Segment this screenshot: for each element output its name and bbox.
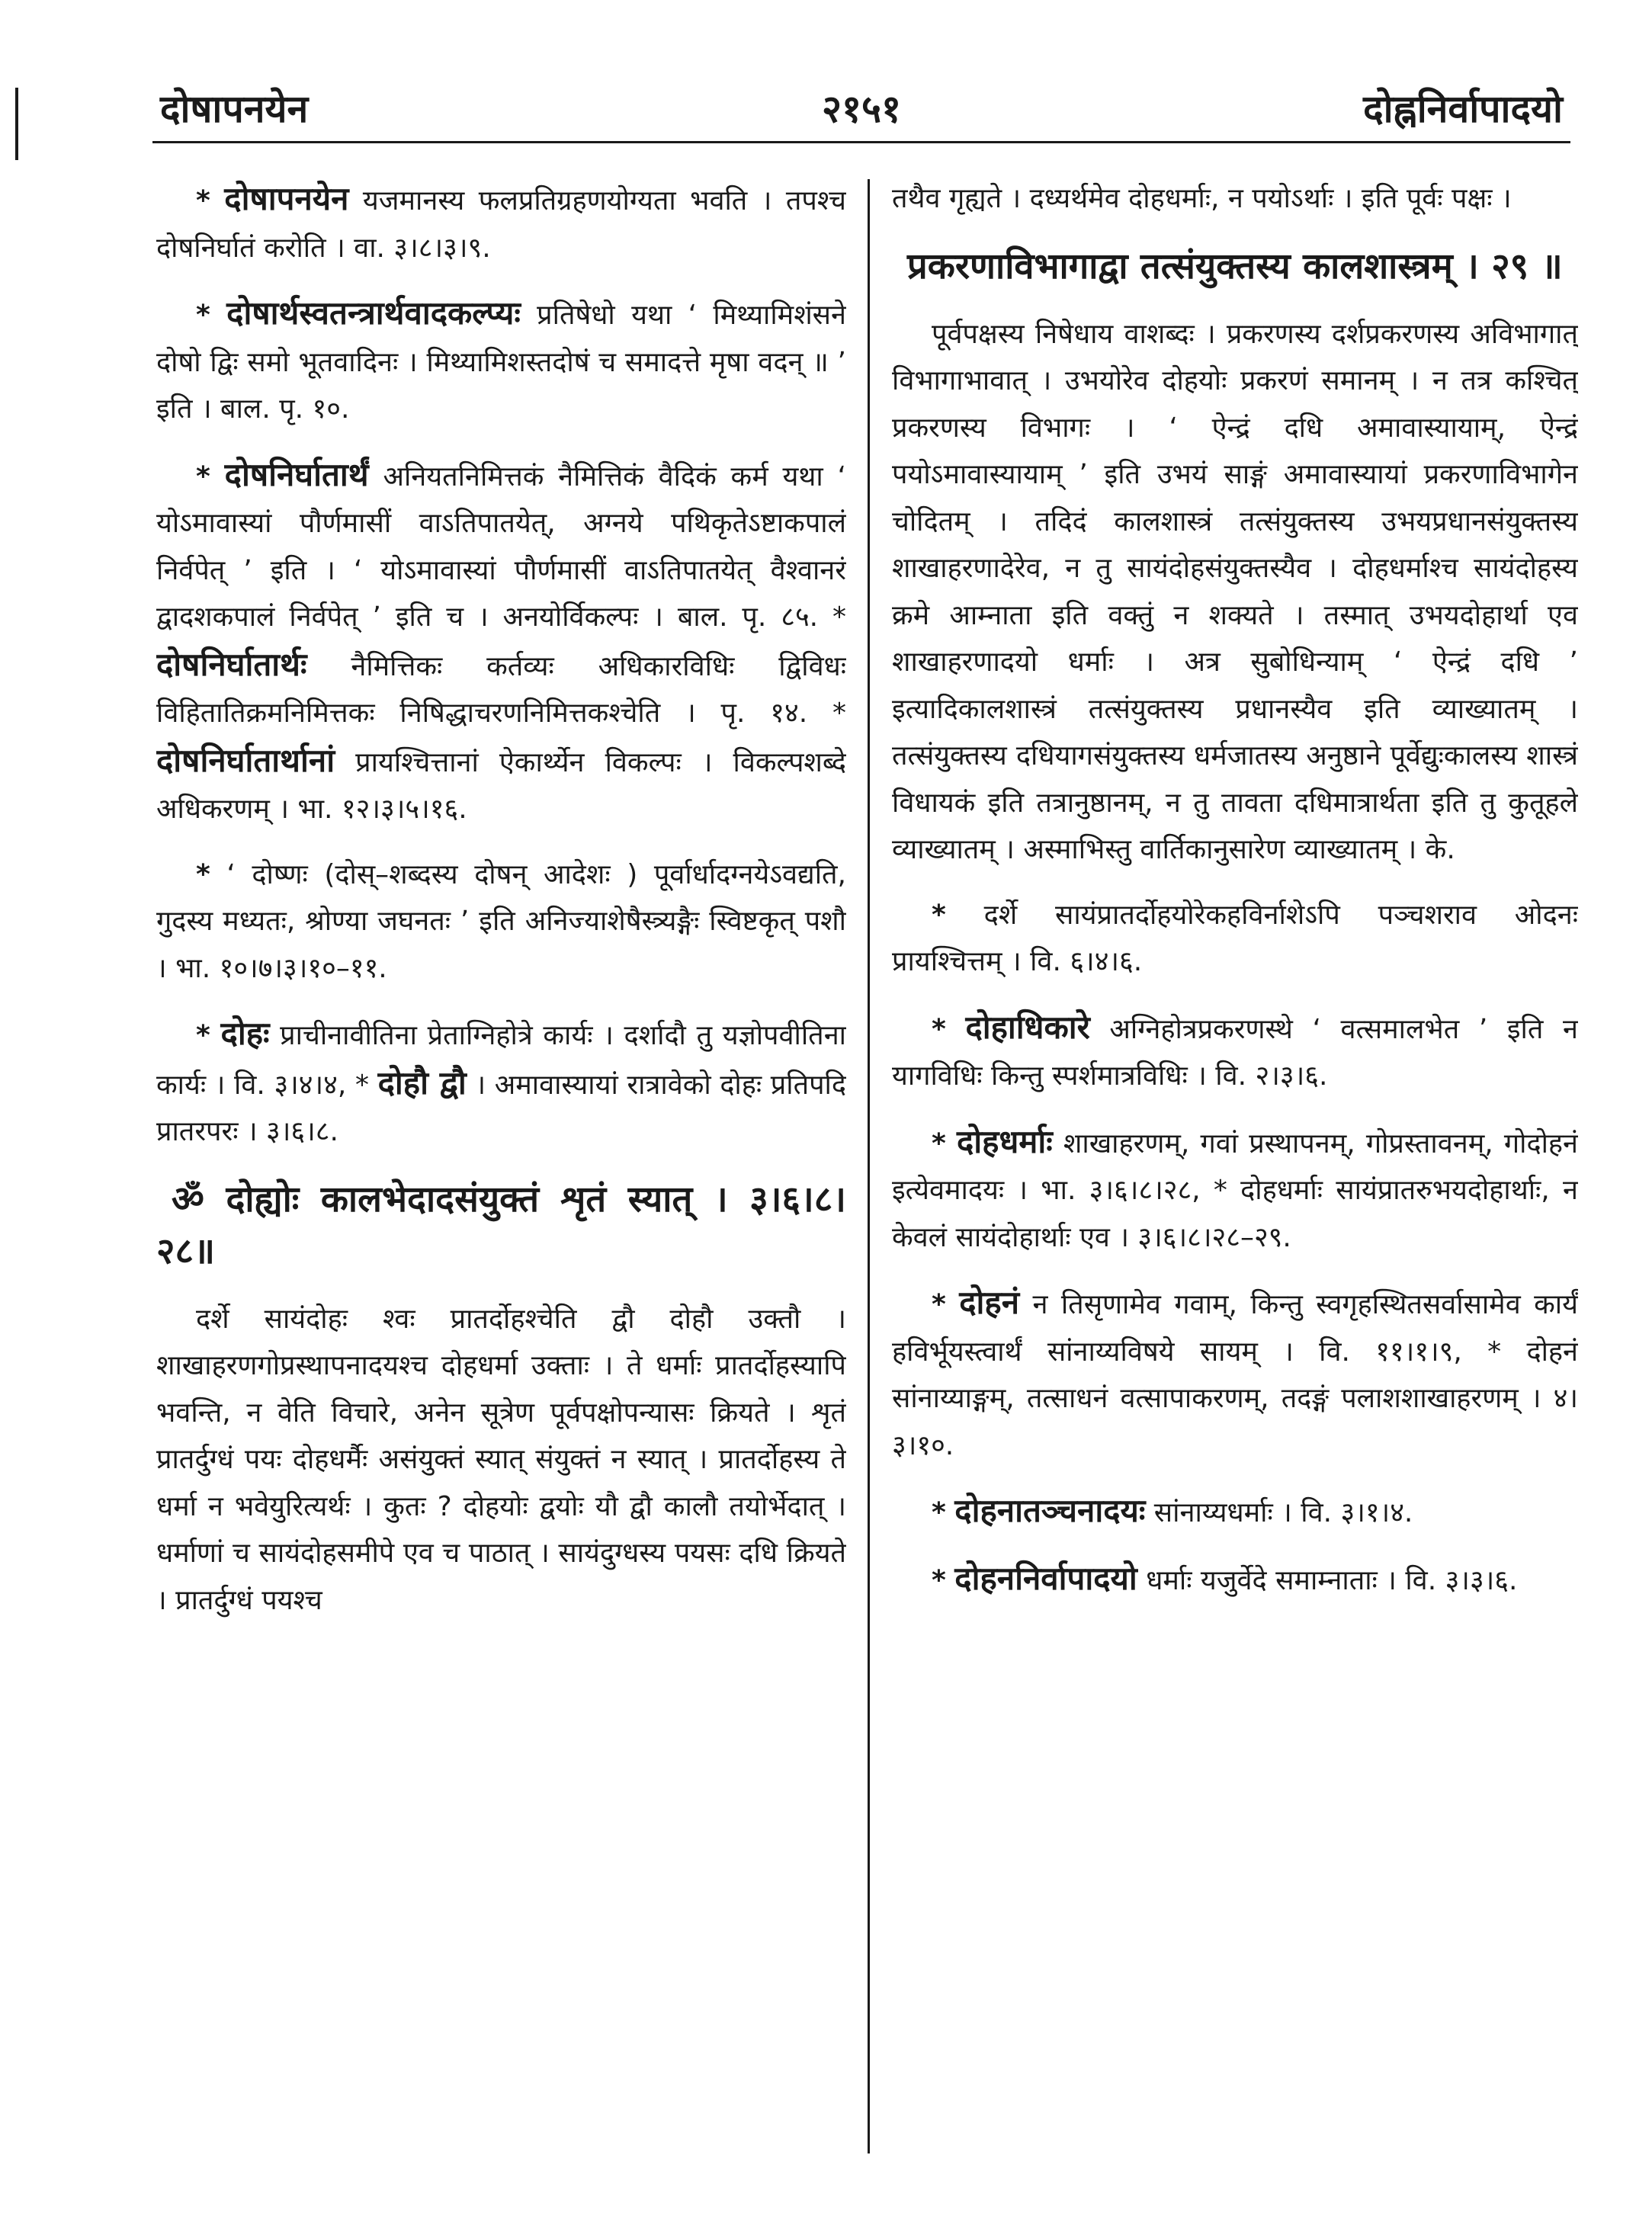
headword: दोहनं bbox=[959, 1284, 1020, 1321]
column-divider bbox=[868, 179, 870, 2153]
header-left-guideword: दोषापनयेन bbox=[160, 87, 309, 131]
margin-rule bbox=[15, 88, 18, 160]
headword: दोषनिर्घातार्थः bbox=[156, 645, 307, 683]
headword: दोषनिर्घातार्थानां bbox=[156, 741, 335, 779]
headword: दोषापनयेन bbox=[224, 180, 349, 217]
entry: * ‘ दोष्णः (दोस्–शब्दस्य दोषन् आदेशः ) पूर्वार्धादग्नयेऽवद्यति, गुदस्य मध्यतः, श्रोण्या जघनतः ’ इति अनिज्याशेषैस्त्र्यङ्गैः स्विष्टकृत् पशौ । भा. १०।७।३।१०–११. bbox=[156, 858, 846, 984]
entry: * दोहः प्राचीनावीतिना प्रेताग्निहोत्रे कार्यः । दर्शादौ तु यज्ञोपवीतिना कार्यः । वि. ३।४।४, * दोहौ द्वौ । अमावास्यायां रात्रावेको दोहः प्रतिपदि प्रातरपरः । ३।६।८. bbox=[156, 1015, 846, 1147]
page-number: २१५१ bbox=[822, 87, 901, 131]
entry: * दर्शे सायंप्रातर्दोहयोरेकहविर्नाशेऽपि पञ्चशराव ओदनः प्रायश्चित्तम् । वि. ६।४।६. bbox=[892, 899, 1578, 977]
entry: * दोहाधिकारे अग्निहोत्रप्रकरणस्थे ‘ वत्समालभेत ’ इति न यागविधिः किन्तु स्पर्शमात्रविधिः । वि. २।३।६. bbox=[892, 1008, 1578, 1092]
entry: * दोहनं न तिसृणामेव गवाम्, किन्तु स्वगृहस्थितसर्वासामेव कार्यं हविर्भूयस्त्वार्थं सांनाय्यविषये सायम् । वि. ११।१।९, * दोहनं सांनाय्याङ्गम्, तत्साधनं वत्सापाकरणम्, तदङ्गं पलाशशाखाहरणम् । ४।३।१०. bbox=[892, 1284, 1578, 1461]
headword: दोहाधिकारे bbox=[965, 1008, 1090, 1046]
sutra: प्रकरणाविभागाद्वा तत्संयुक्तस्य कालशास्त्रम् । २९ ॥ bbox=[907, 245, 1563, 287]
left-column bbox=[156, 175, 846, 2150]
commentary: पूर्वपक्षस्य निषेधाय वाशब्दः । प्रकरणस्य दर्शप्रकरणस्य अविभागात् विभागाभावात् । उभयोरेव दोहयोः प्रकरणं समानम् । न तत्र कश्चित् प्रकरणस्य विभागः । ‘ ऐन्द्रं दधि अमावास्यायाम्, ऐन्द्रं पयोऽमावास्यायाम् ’ इति उभयं साङ्गं अमावास्यायां प्रकरणाविभागेन चोदितम् । तदिदं कालशास्त्रं तत्संयुक्तस्य उभयप्रधानसंयुक्तस्य शाखाहरणादेरेव, न तु सायंदोहसंयुक्तस्यैव । दोहधर्माश्च सायंदोहस्य क्रमे आम्नाता इति वक्तुं न शक्यते । तस्मात् उभयदोहार्था एव शाखाहरणादयो धर्माः । अत्र सुबोधिन्याम् ‘ ऐन्द्रं दधि ’ इत्यादिकालशास्त्रं तत्संयुक्तस्य प्रधानस्यैव इति व्याख्यातम् । तत्संयुक्तस्य दधियागसंयुक्तस्य धर्मजातस्य अनुष्ठाने पूर्वेद्युःकालस्य शास्त्रं विधायकं इति तत्रानुष्ठानम्, न तु तावता दधिमात्रार्थता इति तु कुतूहले व्याख्यातम् । अस्माभिस्तु वार्तिकानुसारेण व्याख्यातम् । के. bbox=[892, 318, 1578, 865]
right-column bbox=[892, 175, 1578, 2150]
page-header bbox=[152, 72, 1570, 143]
header-right-guideword: दोह्ननिर्वापादयो bbox=[1363, 87, 1563, 131]
headword: दोहनातञ्चनादयः bbox=[954, 1492, 1146, 1529]
entry: * दोषापनयेन यजमानस्य फलप्रतिग्रहणयोग्यता भवति । तपश्च दोषनिर्घातं करोति । वा. ३।८।३।९. bbox=[156, 180, 846, 264]
sutra-mark: ॐ bbox=[172, 1178, 204, 1220]
sutra: ॐ दोह्योः कालभेदादसंयुक्तं शृतं स्यात् । ३।६।८।२८॥ bbox=[156, 1178, 846, 1272]
entry: * दोषार्थस्वतन्त्रार्थवादकल्प्यः प्रतिषेधो यथा ‘ मिथ्यामिशंसने दोषो द्विः समो भूतवादिनः । मिथ्यामिशस्तदोषं च समादत्ते मृषा वदन् ॥ ’ इति । बाल. पृ. १०. bbox=[156, 294, 846, 425]
entry: * दोषनिर्घातार्थं अनियतनिमित्तकं नैमित्तिकं वैदिकं कर्म यथा ‘ योऽमावास्यां पौर्णमासीं वाऽतिपातयेत्, अग्नये पथिकृतेऽष्टाकपालं निर्वपेत् ’ इति । ‘ योऽमावास्यां पौर्णमासीं वाऽतिपातयेत् वैश्वानरं द्वादशकपालं निर्वपेत् ’ इति च । अनयोर्विकल्पः । बाल. पृ. ८५. * दोषनिर्घातार्थः नैमित्तिकः कर्तव्यः अधिकारविधिः द्विविधः विहितातिक्रमनिमित्तकः निषिद्धाचरणनिमित्तकश्चेति । पृ. १४. * दोषनिर्घातार्थानां प्रायश्चित्तानां ऐकार्थ्येन विकल्पः । विकल्पशब्दे अधिकरणम् । भा. १२।३।५।१६. bbox=[156, 455, 846, 825]
headword: दोहननिर्वापादयो bbox=[954, 1559, 1137, 1597]
entry: * दोहननिर्वापादयो धर्माः यजुर्वेदे समाम्नाताः । वि. ३।३।६. bbox=[932, 1559, 1518, 1597]
headword: दोषार्थस्वतन्त्रार्थवादकल्प्यः bbox=[226, 294, 521, 332]
headword: दोहधर्माः bbox=[956, 1122, 1053, 1160]
commentary-continuation: तथैव गृह्यते । दध्यर्थमेव दोहधर्माः, न पयोऽर्थाः । इति पूर्वः पक्षः । bbox=[892, 183, 1512, 214]
entry: * दोहधर्माः शाखाहरणम्, गवां प्रस्थापनम्, गोप्रस्तावनम्, गोदोहनं इत्येवमादयः । भा. ३।६।८।२८, * दोहधर्माः सायंप्रातरुभयदोहार्थाः, न केवलं सायंदोहार्थाः एव । ३।६।८।२८–२९. bbox=[892, 1122, 1578, 1253]
headword: दोहौ द्वौ bbox=[377, 1063, 467, 1102]
headword: दोषनिर्घातार्थं bbox=[224, 455, 369, 493]
entry: * दोहनातञ्चनादयः सांनाय्यधर्माः । वि. ३।१।४. bbox=[932, 1492, 1413, 1529]
commentary: दर्शे सायंदोहः श्वः प्रातर्दोहश्चेति द्वौ दोहौ उक्तौ । शाखाहरणगोप्रस्थापनादयश्च दोहधर्मा उक्ताः । ते धर्माः प्रातर्दोहस्यापि भवन्ति, न वेति विचारे, अनेन सूत्रेण पूर्वपक्षोपन्यासः क्रियते । शृतं प्रातर्दुग्धं पयः दोहधर्मैः असंयुक्तं स्यात् संयुक्तं न स्यात् । प्रातर्दोहस्य ते धर्मा न भवेयुरित्यर्थः । कुतः ? दोहयोः द्वयोः यौ द्वौ कालौ तयोर्भेदात् । धर्माणां च सायंदोहसमीपे एव च पाठात् । सायंदुग्धस्य पयसः दधि क्रियते । प्रातर्दुग्धं पयश्च bbox=[156, 1303, 846, 1616]
headword: दोहः bbox=[220, 1015, 270, 1052]
